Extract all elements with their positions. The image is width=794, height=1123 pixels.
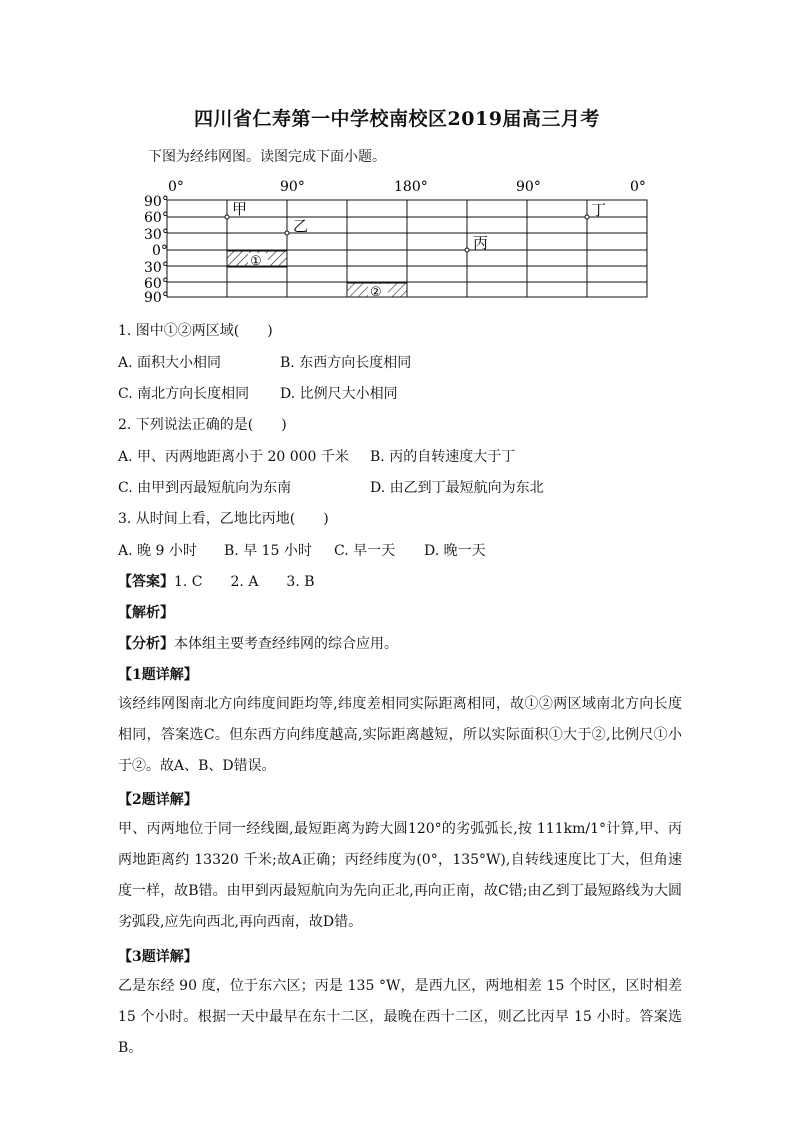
question-3-options-row (118, 540, 486, 560)
left-label: 0° (152, 243, 168, 259)
fenxi-label: 【分析】 (118, 636, 174, 652)
detail-3-text: 乙是东经 90 度，位于东六区；丙是 135 °W，是西九区，两地相差 15 个时区，区时相差 15 个小时。根据一天中最早在东十二区，最晚在西十二区，则乙比丙早 15 小时。答案选B。 (118, 978, 682, 1056)
option: D. 晚一天 (424, 543, 486, 559)
point-label: 乙 (293, 217, 309, 235)
left-label: 30° (144, 227, 169, 243)
question-1-options-row (118, 352, 411, 372)
left-label: 90° (144, 290, 169, 305)
detail-2-text: 甲、丙两地位于同一经线圈,最短距离为跨大圆120°的劣弧弧长,按 111km/1°计算,甲、丙两地距离约 13320 千米;故A正确；丙经纬度为(0°，135°W),自转线速度比丁大，但角速度一样，故B错。由甲到丙最短航向为先向正北,再向正南，故C错;由乙到丁最短路线为大圆劣弧段,应先向西北,再向西南，故D错。 (118, 821, 682, 930)
question-3-stem: 3. 从时间上看，乙地比丙地( ) (118, 511, 329, 527)
question-1-options-row (118, 383, 398, 403)
analysis-label: 【解析】 (118, 605, 174, 621)
option: B. 东西方向长度相同 (280, 355, 412, 371)
point-yi (285, 231, 289, 235)
point-label: 甲 (232, 200, 248, 218)
option: C. 早一天 (334, 543, 396, 559)
option: C. 由甲到丙最短航向为东南 (118, 480, 292, 496)
fenxi-text: 本体组主要考查经纬网的综合应用。 (174, 636, 398, 652)
answer-label: 【答案】 (118, 574, 174, 590)
point-bing (465, 248, 469, 252)
left-label: 90° (144, 194, 169, 210)
point-jia (225, 215, 229, 219)
answer-row (118, 571, 315, 591)
point-label: 丙 (473, 234, 489, 252)
top-label: 0° (630, 179, 646, 195)
option: C. 南北方向长度相同 (118, 386, 250, 402)
graticule-figure (140, 175, 650, 305)
top-label: 0° (168, 179, 184, 195)
left-label: 60° (144, 210, 169, 226)
page-title: 四川省仁寿第一中学校南校区2019届高三月考 (194, 108, 600, 130)
answer-text: 1. C 2. A 3. B (174, 574, 315, 590)
option: A. 晚 9 小时 (118, 543, 197, 559)
top-label: 90° (280, 179, 305, 195)
question-2-options-row (118, 446, 515, 466)
intro-text: 下图为经纬网图。读图完成下面小题。 (148, 149, 386, 165)
left-label: 30° (144, 260, 169, 276)
region-label: ② (370, 285, 382, 300)
option: D. 比例尺大小相同 (280, 386, 398, 402)
left-label: 60° (144, 276, 169, 292)
option: A. 面积大小相同 (118, 355, 222, 371)
option: B. 早 15 小时 (224, 543, 312, 559)
detail-1-text: 该经纬网图南北方向纬度间距均等,纬度差相同实际距离相同，故①②两区域南北方向长度相同，答案选C。但东西方向纬度越高,实际距离越短，所以实际面积①大于②,比例尺①小于②。故A、B、D错误。 (118, 696, 682, 774)
region-label: ① (250, 254, 262, 269)
detail-1-label: 【1题详解】 (118, 667, 198, 683)
fenxi-row (118, 633, 398, 653)
question-2-stem: 2. 下列说法正确的是( ) (118, 417, 287, 433)
option: A. 甲、丙两地距离小于 20 000 千米 (118, 449, 349, 465)
point-label: 丁 (591, 201, 607, 219)
option: D. 由乙到丁最短航向为东北 (370, 480, 544, 496)
option: B. 丙的自转速度大于丁 (370, 449, 516, 465)
top-label: 180° (394, 179, 428, 195)
top-label: 90° (516, 179, 541, 195)
detail-3-label: 【3题详解】 (118, 949, 198, 965)
detail-2-label: 【2题详解】 (118, 792, 198, 808)
question-2-options-row (118, 477, 544, 497)
question-1-stem: 1. 图中①②两区域( ) (118, 323, 273, 339)
point-ding (585, 215, 589, 219)
